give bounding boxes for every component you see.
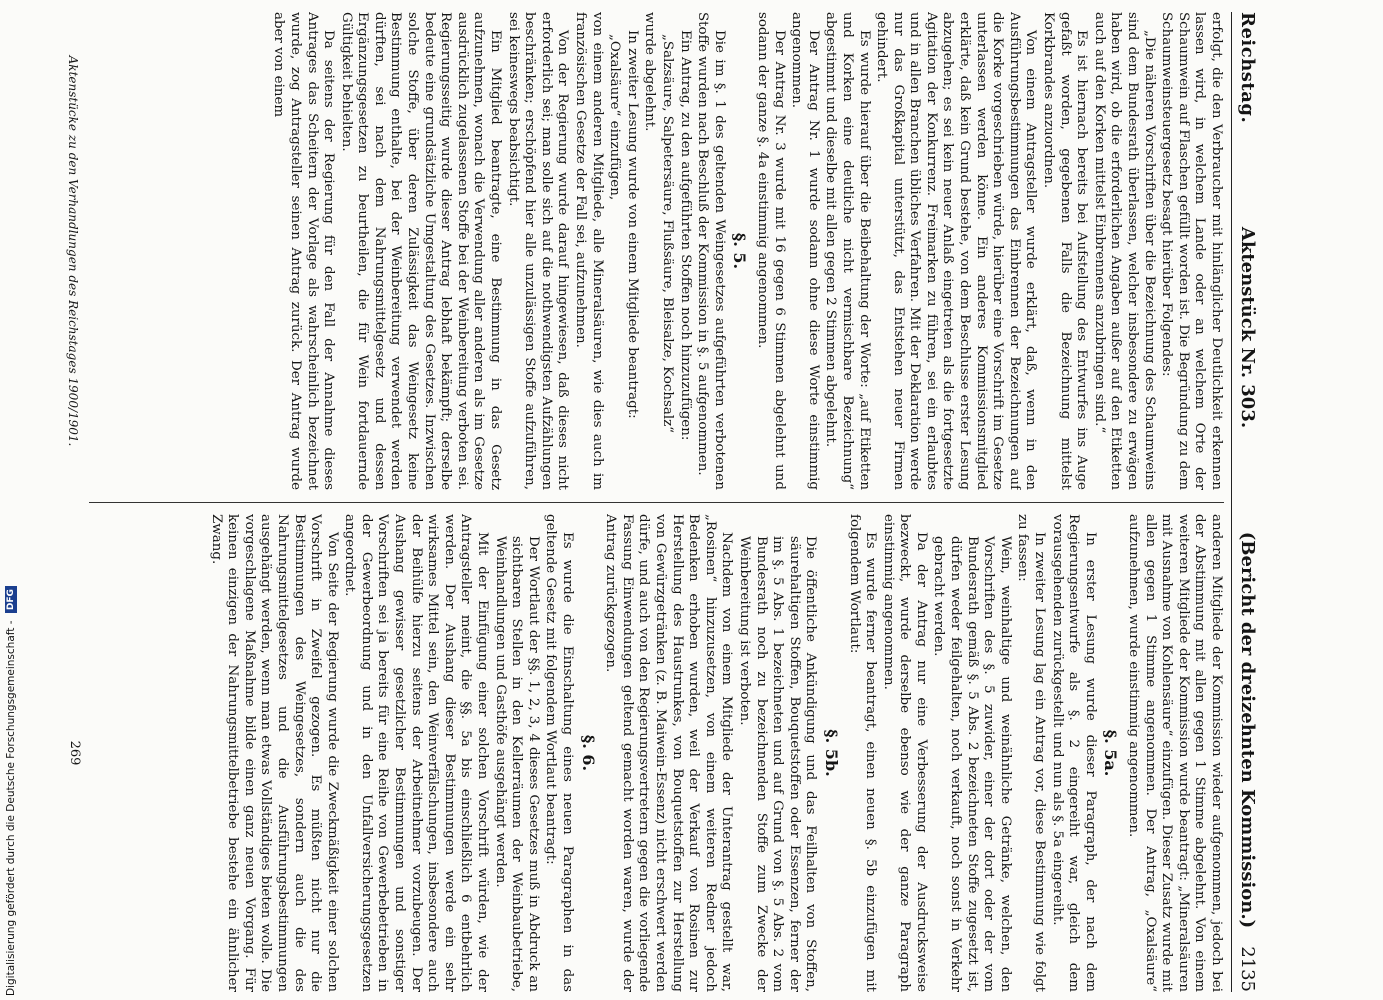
page-header	[1231, 12, 1258, 992]
quoted-text: Wein, weinhaltige und weinähnliche Getränke, welchen, den Vorschriften des §. 5 zuwider, einer der dort oder der vom Bundesrath gemäß §. 5 Abs. 2 bezeichneten Stoffe zugesetzt ist, dürfen weder feilgehalten, noch verkauft, noch sonst in Verkehr gebracht werden.	[931, 536, 1013, 992]
section-heading: §. 5a.	[1101, 729, 1121, 777]
paragraph: Da seitens der Regierung für den Fall der Annahme dieses Antrages das Scheitern der Vorlage als wahrscheinlich bezeichnet wurde, zog Antragsteller seinen Antrag zurück. Der Antrag wurde aber von einem	[271, 12, 337, 490]
header-left: Reichstag.	[1237, 12, 1258, 124]
quoted-text: Die öffentliche Ankündigung und das Feilhalten von Stoffen, säurehaltigen Stoffen, Bouquetstoffen oder Essenzen, ferner der im §. 5 Abs. 1 bezeichneten und auf Grund von §. 5 Abs. 2 vom Bundesrath noch zu bezeichnenden Stoffe zum Zwecke der Weinbereitung ist verboten.	[736, 536, 819, 992]
paragraph: In zweiter Lesung lag ein Antrag vor, diese Bestimmung wie folgt zu fassen:	[1015, 514, 1048, 992]
paragraph: erfolgt, die den Verbraucher mit hinlänglicher Deutlichkeit erkennen lassen wird, in welchem Lande oder an welchem Orte der Schaumwein auf Flaschen gefüllt worden ist. Die Begründung zu dem Schaumweinsteuergesetz besagt hierüber Folgendes:	[1159, 12, 1224, 490]
paragraph: Es ist hiernach bereits bei Aufstellung des Entwurfes ins Auge gefaßt worden, gegebenen Falls die Bezeichnung mittelst Korkbrandes anzuordnen.	[1041, 12, 1090, 490]
paragraph: „Die näheren Vorschriften über die Bezeichnung des Schaumweins sind dem Bundesrath überlassen, welcher insbesondere zu erwägen haben wird, ob die erforderlichen Angaben außer auf den Etiketten auch auf den Korken mittelst Einbrennens anzubringen sind.“	[1091, 12, 1157, 490]
paragraph: von einem anderen Mitgliede, alle Mineralsäuren, wie dies auch im französischen Gesetze der Fall sei, aufzunehmen.	[573, 12, 605, 490]
text-column-right	[89, 514, 1224, 992]
paragraph: In erster Lesung wurde dieser Paragraph, der nach dem Regierungsentwurfe als §. 2 eingereiht war, gleich dem vorausgehenden zurückgestellt und nun als §. 5a eingereiht.	[1049, 514, 1098, 992]
column-divider	[89, 502, 1224, 503]
text-column-left	[89, 12, 1224, 490]
paragraph: Ein Antrag, zu den aufgeführten Stoffen noch hinzuzufügen:	[677, 30, 693, 441]
paragraph: Von Seite der Regierung wurde die Zweckmäßigkeit einer solchen Vorschrift in Zweifel gezogen. Es müßten nicht nur die Bestimmungen des Weingesetzes, sondern auch die des Nahrungsmittelgesetzes und die Ausführungsbestimmungen ausgehängt werden, wenn man etwas Vollständiges bieten wolle. Die vorgeschlagene Maßnahme bilde einen ganz neuen Vorgang. Für keinen einzigen der Nahrungsmittelbetriebe bestehe ein ähnlicher Zwang.	[208, 514, 340, 992]
paragraph: Es wurde hierauf über die Beibehaltung der Worte: „auf Etiketten und Korken eine deutliche nicht vermischbare Bezeichnung“ abgestimmt und dieselbe mit allen gegen 2 Stimmen abgelehnt.	[823, 12, 872, 490]
header-subject: (Bericht der dreizehnten Kommission.)	[1237, 531, 1258, 929]
header-page: 2135	[1237, 946, 1258, 992]
paragraph: Der Antrag Nr. 3 wurde mit 16 gegen 6 Stimmen abgelehnt und sodann der ganze §. 4a einstimmig angenommen.	[754, 12, 787, 490]
paragraph: Es wurde ferner beantragt, einen neuen §. 5b einzufügen mit folgendem Wortlaut:	[846, 514, 879, 992]
paragraph: Ein Mitglied beantragte, eine Bestimmung in das Gesetz aufzunehmen, wonach die Verwendung aller anderen als im Gesetze ausdrücklich zugelassenen Stoffe bei der Weinbereitung verboten sei. Regierungsseitig wurde dieser Antrag lebhaft bekämpft; derselbe bedeute eine grundsätzliche Umgestaltung des Gesetzes. Inzwischen solche Stoffe, über deren Zulässigkeit das Weingesetz keine Bestimmung enthalte, bei der Weinbereitung verwendet werden dürften, sei nach dem Nahrungsmittelgesetz und dessen Ergänzungsgesetzen zu beurtheilen, die für Wein fortdauernde Gültigkeit behielten.	[338, 12, 504, 490]
paragraph: wurde abgelehnt.	[642, 12, 658, 132]
section-heading: §. 6.	[578, 734, 598, 772]
header-title: Aktenstück Nr. 303.	[1237, 226, 1258, 429]
document-sheet	[28, 12, 1258, 992]
paragraph: anderen Mitgliede der Kommission wieder aufgenommen, jedoch bei der Abstimmung mit allen gegen 1 Stimme abgelehnt. Von einem weiteren Mitgliede der Kommission wurde beantragt: „Mineralsäuren mit Ausnahme von Kohlensäure“ einzufügen. Dieser Zusatz wurde mit allen gegen 1 Stimme angenommen. Der Antrag, „Oxalsäure“ aufzunehmen, wurde einstimmig angenommen.	[1126, 514, 1224, 992]
paragraph: Mit der Einfügung einer solchen Vorschrift würden, wie der Antragsteller meint, die §§. 5a bis einschließlich 6 entbehrlich werden. Der Aushang dieser Bestimmungen werde ein sehr wirksames Mittel sein, den Weinverfälschungen, insbesondere auch der Beihülfe hierzu seitens der Arbeitnehmer vorzubeugen. Der Aushang gewisser gesetzlicher Bestimmungen und sonstiger Vorschriften sei ja bereits für eine Reihe von Gewerbebetrieben in der Gewerbeordnung und in den Unfallversicherungsgesetzen angeordnet.	[342, 514, 491, 992]
section-heading: §. 5b.	[821, 729, 841, 777]
quoted-text: „Oxalsäure“ einzufügen,	[607, 34, 623, 201]
dfg-credit	[3, 589, 19, 996]
paragraph: Die im §. 1 des geltenden Weingesetzes aufgeführten verbotenen Stoffe wurden nach Beschluß der Kommission in §. 5 aufgenommen.	[695, 12, 727, 490]
paragraph: In zweiter Lesung wurde von einem Mitgliede beantragt:	[624, 30, 640, 419]
paragraph: Nachdem von einem Mitgliede der Unterantrag gestellt war, „Rosinen“ hinzuzusetzen, von einem weiteren Redner jedoch Bedenken erhoben wurden, weil der Verkauf von Rosinen zur Herstellung des Haustrunkes, von Bouquetstoffen zur Herstellung von Gewürzgetränken (z. B. Maiwein-Essenz) nicht erschwert werden dürfe, und auch von den Regierungsvertretern gegen die vorliegende Fassung Einwendungen geltend gemacht worden waren, wurde der Antrag zurückgezogen.	[603, 514, 735, 992]
source-note: Aktenstücke zu den Verhandlungen des Reichstages 1900/1901.	[66, 55, 80, 447]
page-number: 269	[67, 740, 82, 766]
paragraph: Der Antrag Nr. 1 wurde sodann ohne diese Worte einstimmig angenommen.	[789, 12, 821, 490]
paragraph: Von einem Antragsteller wurde erklärt, daß, wenn in den Ausführungsbestimmungen das Einbrennen der Bezeichnungen auf die Korke vorgeschrieben würde, hierüber eine Vorschrift im Gesetze unterlassen werden könne. Ein anderes Kommissionsmitglied erklärte, daß kein Grund bestehe, von dem Beschlusse erster Lesung abzugehen; es sei kein neuer Anlaß eingetreten als die fortgesetzte Agitation der Konkurrenz. Freimarken zu führen, sei ein erlaubtes und in allen Branchen übliches Verfahren. Mit der Deklaration werde nur das Großkapital unterstützt, das Entstehen neuer Firmen gehindert.	[874, 12, 1039, 490]
dfg-credit-text: Digitalisierung gefördert durch die Deutsche Forschungsgemeinschaft -	[5, 620, 17, 996]
paragraph: Es wurde die Einschaltung eines neuen Paragraphen in das geltende Gesetz mit folgendem Wortlaut beantragt:	[543, 514, 576, 992]
quoted-text: Der Wortlaut der §§. 1, 2, 3, 4 dieses Gesetzes muß in Abdruck an sichtbaren Stellen in den Kellerräumen der Weinbaubetriebe, Weinhandlungen und Gasthöfe ausgehängt werden.	[492, 536, 541, 992]
paragraph: Da der Antrag nur eine Verbesserung der Ausdrucksweise bezweckt, wurde derselbe ebenso wie der ganze Paragraph einstimmig angenommen.	[880, 514, 929, 992]
quoted-text: „Salzsäure, Salpetersäure, Flußsäure, Bleisalze, Kochsalz“	[660, 34, 675, 433]
dfg-logo: DFG	[5, 586, 17, 613]
section-heading: §. 5.	[730, 232, 750, 270]
paragraph: Von der Regierung wurde darauf hingewiesen, daß dieses nicht erforderlich sei; man solle sich auf die nothwendigsten Aufzählungen beschränken; erschöpfend hier alle unzulässigen Stoffe aufzuführen, sei keineswegs beabsichtigt.	[505, 12, 571, 490]
